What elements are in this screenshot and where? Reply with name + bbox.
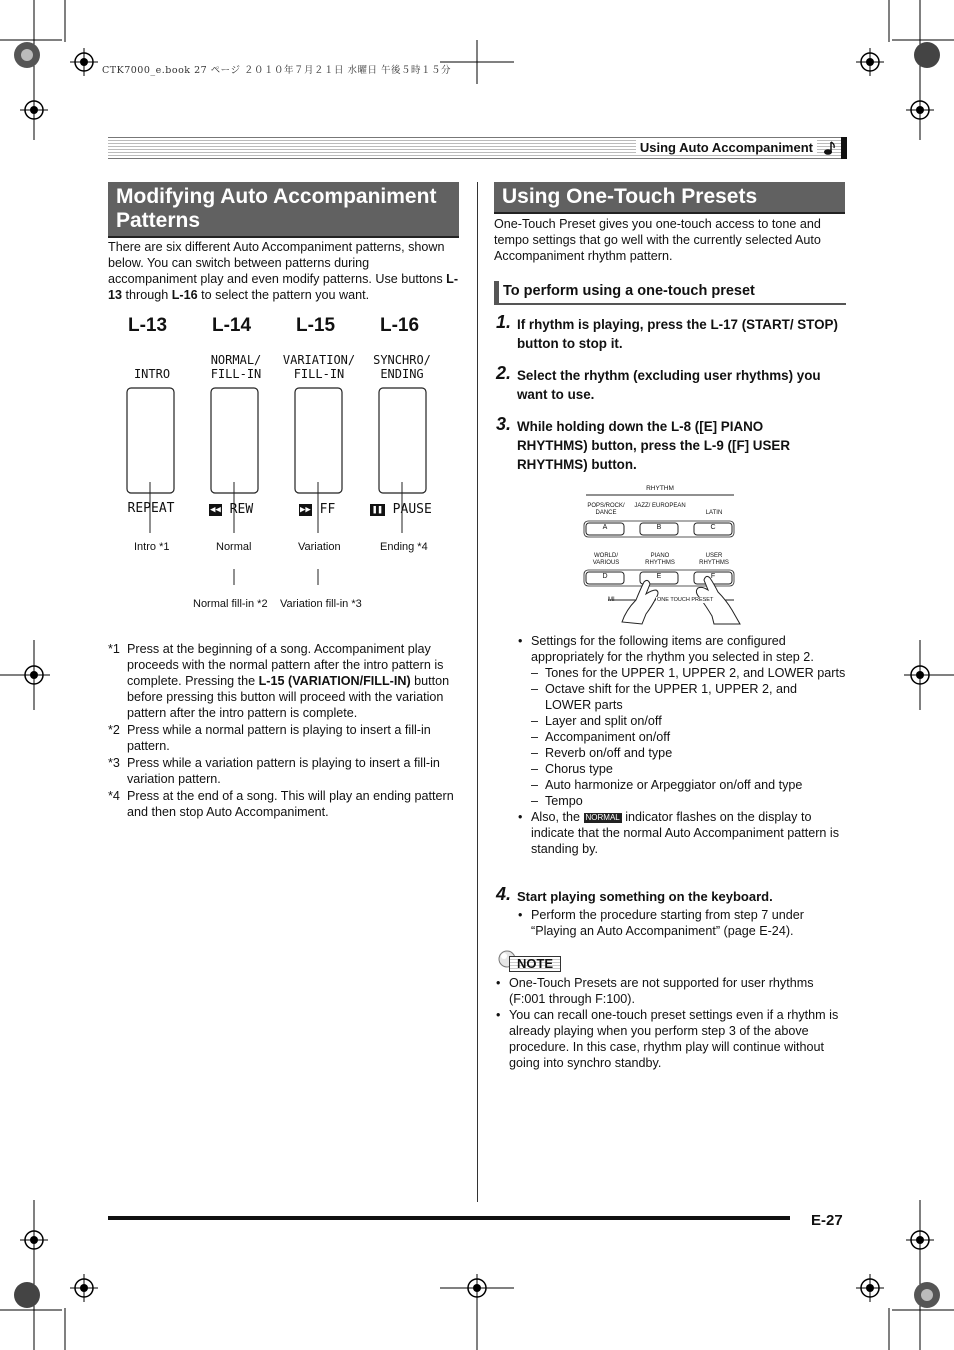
panel-label-c: LATIN — [705, 510, 723, 516]
note-label: NOTE — [509, 956, 561, 972]
section-title-one-touch: Using One-Touch Presets — [494, 182, 845, 214]
note-item: • One-Touch Presets are not supported for user rhythms (F:001 through F:100). — [496, 975, 846, 1007]
panel-mix-label: MI — [608, 597, 615, 603]
print-line: CTK7000_e.book 27 ページ ２０１０年７月２１日 水曜日 午後５時１５分 — [102, 65, 452, 76]
settings-item: – Tones for the UPPER 1, UPPER 2, and LOWER parts — [531, 665, 846, 681]
music-note-icon — [823, 140, 835, 156]
button-outlines — [120, 385, 440, 585]
panel-key-c: C — [710, 524, 716, 531]
settings-bullet: • Settings for the following items are configured appropriately for the rhythm you selected in step 2. – Tones for the UPPER 1, UPPER 2, and LOWER parts – Octave shift for the UPPER 1, UPPER 2, and LOWER parts – Layer and split on/off – Accompaniment on/off – Reverb on/off and type – Chorus type – Auto harmonize or Arpeggiator on/off and type – Tempo — [518, 633, 846, 809]
label-rew-group: ◀◀ REW — [210, 502, 254, 517]
l13-button — [127, 388, 174, 493]
note-item: • You can recall one-touch preset settings even if a rhythm is already playing when you perform step 3 of the above procedure. In this case, rhythm play will continue without going into synchro standby. — [496, 1007, 846, 1071]
step-4-number: 4. — [496, 884, 512, 904]
label-normal-fill: NORMAL/ FILL-IN — [210, 353, 262, 381]
section-title-modifying: Modifying Auto Accompaniment Patterns — [108, 182, 459, 238]
label-intro: INTRO — [133, 367, 171, 381]
step-4-bullet-block — [518, 907, 846, 939]
panel-key-a: A — [602, 524, 608, 531]
settings-block — [518, 633, 846, 857]
step-1-text: If rhythm is playing, press the L-17 (START/ STOP) button to stop it. — [517, 317, 838, 351]
label-repeat: REPEAT — [127, 501, 175, 516]
label-synchro-ending: SYNCHRO/ ENDING — [373, 353, 431, 381]
step-3-text: While holding down the L-8 ([E] PIANO RHYTHMS) button, press the L-9 ([F] USER RHYTHMS) button. — [517, 419, 791, 472]
notes-block — [496, 975, 846, 1071]
panel-label-d: WORLD/ VARIOUS — [592, 553, 620, 566]
caption-ending: Ending *4 — [380, 541, 428, 553]
panel-label-f: USER RHYTHMS — [699, 553, 729, 566]
label-pause-group: ❚❚ PAUSE — [372, 502, 432, 517]
panel-label-e: PIANO RHYTHMS — [645, 553, 675, 566]
caption-intro: Intro *1 — [134, 541, 170, 553]
caption-variation: Variation — [298, 541, 341, 553]
label-variation-fill: VARIATION/ FILL-IN — [282, 353, 356, 381]
settings-item: – Reverb on/off and type — [531, 745, 846, 761]
normal-indicator-icon: NORMAL — [585, 813, 620, 822]
fast-forward-icon: ▶▶ — [300, 505, 311, 515]
l15-button — [295, 388, 342, 493]
footer-rule — [108, 1216, 790, 1220]
panel-label-b: JAZZ/ EUROPEAN — [634, 503, 686, 509]
caption-normal-fill: Normal fill-in *2 — [193, 598, 268, 610]
panel-key-d: D — [602, 573, 608, 580]
step-2-text: Select the rhythm (excluding user rhythms) you want to use. — [517, 368, 821, 402]
label-ff-group: ▶▶ FF — [300, 502, 336, 517]
settings-item: – Auto harmonize or Arpeggiator on/off and type — [531, 777, 846, 793]
pause-icon: ❚❚ — [372, 505, 383, 515]
indicator-bullet: • Also, the NORMAL indicator flashes on the display to indicate that the normal Auto Accompaniment pattern is standing by. — [518, 809, 846, 857]
left-intro: There are six different Auto Accompaniment patterns, shown below. You can switch between patterns during accompaniment play and even modify patterns. Use buttons L-13 through L-16 to select the pattern you want. — [108, 240, 459, 302]
step-1-number: 1. — [496, 312, 512, 332]
panel-label-a: POPS/ROCK/ DANCE — [587, 503, 625, 516]
code-l14: L-14 — [212, 315, 252, 336]
subheading-perform: To perform using a one-touch preset — [494, 281, 846, 305]
panel-key-b: B — [656, 524, 662, 531]
column-divider — [477, 182, 478, 1202]
footnote-4: *4 Press at the end of a song. This will play an ending pattern and then stop Auto Accompaniment. — [108, 789, 454, 819]
settings-item: – Accompaniment on/off — [531, 729, 846, 745]
footnote-2: *2 Press while a normal pattern is playing to insert a fill-in pattern. — [108, 723, 431, 753]
settings-item: – Chorus type — [531, 761, 846, 777]
settings-item: – Octave shift for the UPPER 1, UPPER 2, and LOWER parts — [531, 681, 846, 713]
code-l16: L-16 — [380, 315, 420, 336]
caption-variation-fill: Variation fill-in *3 — [280, 598, 362, 610]
panel-title: RHYTHM — [646, 485, 674, 492]
step-3-number: 3. — [496, 414, 512, 434]
note-badge — [497, 949, 565, 973]
rhythm-panel-diagram — [580, 482, 760, 627]
panel-key-f: F — [710, 573, 716, 580]
page-number: E-27 — [811, 1212, 843, 1229]
right-intro: One-Touch Preset gives you one-touch access to tone and tempo settings that go well with the currently selected Auto Accompaniment rhythm pattern. — [494, 217, 821, 263]
settings-item: – Tempo — [531, 793, 846, 809]
settings-item: – Layer and split on/off — [531, 713, 846, 729]
l16-button — [379, 388, 426, 493]
code-l13: L-13 — [128, 315, 168, 336]
caption-normal: Normal — [216, 541, 252, 553]
running-header — [108, 137, 845, 159]
header-tab — [841, 137, 847, 159]
running-header-title: Using Auto Accompaniment — [636, 140, 817, 155]
footnote-3: *3 Press while a variation pattern is playing to insert a fill-in variation pattern. — [108, 756, 440, 786]
panel-key-e: E — [656, 573, 662, 580]
rewind-icon: ◀◀ — [210, 505, 221, 515]
code-l15: L-15 — [296, 315, 336, 336]
step-4-text: Start playing something on the keyboard. — [517, 889, 773, 904]
step-4-bullet: • Perform the procedure starting from step 7 under “Playing an Auto Accompaniment” (page E-24). — [518, 907, 846, 939]
step-2-number: 2. — [496, 363, 512, 383]
l14-button — [211, 388, 258, 493]
footnote-1: *1 Press at the beginning of a song. Accompaniment play proceeds with the normal pattern after the intro pattern is complete. Pressing the L-15 (VARIATION/FILL-IN) button before pressing this button will proceed with the variation pattern after the intro pattern is complete. — [108, 642, 450, 720]
panel-one-touch-label: ONE TOUCH PRESET — [657, 597, 714, 603]
